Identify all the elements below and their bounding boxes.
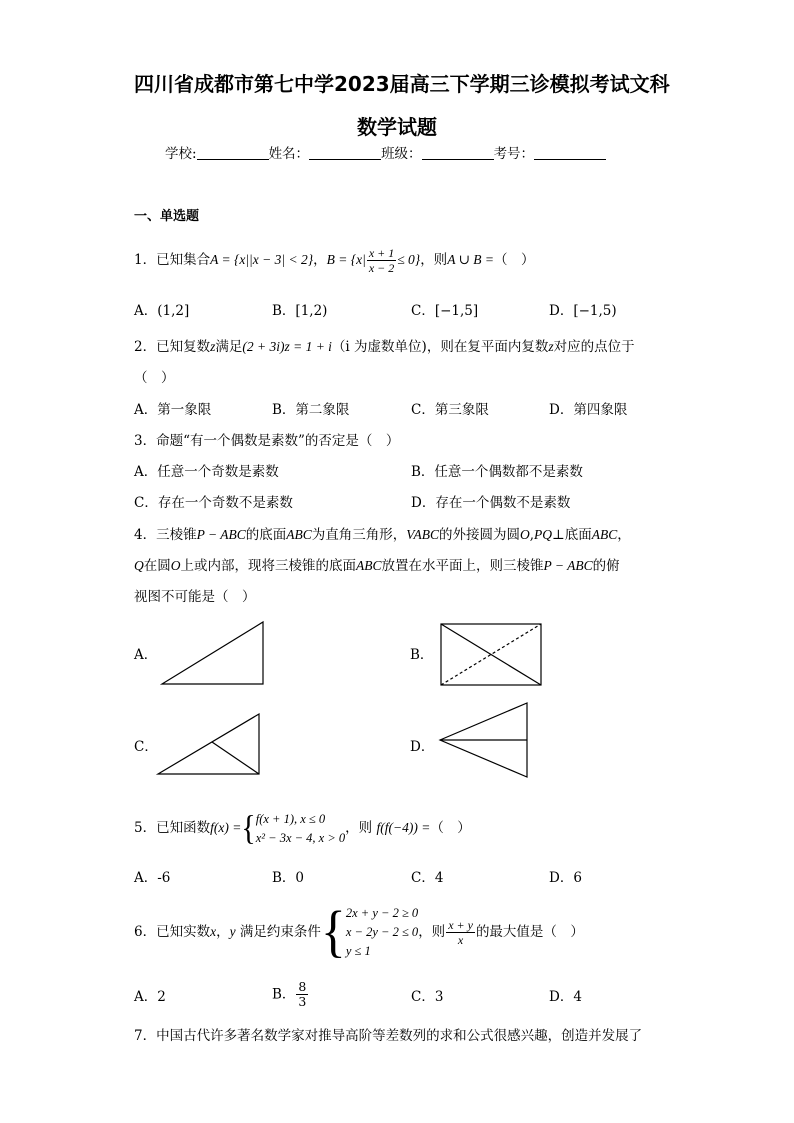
- q7-stem-line1: 7．中国古代许多著名数学家对推导高阶等差数列的求和公式很感兴趣，创造并发展了: [134, 1028, 643, 1044]
- q5-option-d[interactable]: D．6: [549, 870, 582, 886]
- q6-option-b[interactable]: B． $\frac{8}{3}$: [272, 979, 307, 1009]
- exam-no-label: 考号：: [493, 146, 535, 162]
- q6-option-d[interactable]: D．4: [549, 989, 582, 1005]
- q5-stem: 5．已知函数f(x) ={ f(x + 1), x ≤ 0 x² − 3x − 4, x > 0 ，则 f(f(−4)) =（ ）: [134, 808, 471, 847]
- section-heading: 一、单选题: [134, 209, 200, 224]
- q4-stem-line1: 4．三棱锥P − ABC的底面ABC为直角三角形，VABC的外接圆为圆O,PQ⊥底面ABC，: [134, 527, 631, 543]
- q3-option-c[interactable]: C．存在一个奇数不是素数: [134, 495, 293, 511]
- q4-option-c-label[interactable]: C．: [134, 739, 158, 755]
- q4-option-a-label[interactable]: A．: [134, 647, 158, 663]
- q4-figure-a: [162, 622, 263, 684]
- q1-set-b-left: B = {x|: [326, 252, 366, 267]
- q5-option-b[interactable]: B．0: [272, 870, 305, 886]
- q6-stem: 6．已知实数x，y 满足约束条件{ 2x + y − 2 ≥ 0 x − 2y − 2 ≤ 0 y ≤ 1 ，则 $\frac{x + y}{x}$ 的最大值是（ ）: [134, 900, 584, 964]
- q1-option-b[interactable]: B．[1,2): [272, 303, 328, 319]
- q4-figure-b: [441, 624, 541, 685]
- q2-option-a[interactable]: A．第一象限: [134, 402, 212, 418]
- q4-stem-line2: Q在圆O上或内部，现将三棱锥的底面ABC放置在水平面上，则三棱锥P − ABC的俯: [134, 558, 620, 574]
- q2-stem-line2: （ ）: [134, 370, 175, 386]
- q6-fraction: $\frac{x + y}{x}$: [448, 918, 473, 947]
- name-label: 姓名：: [268, 146, 310, 162]
- q2-stem-line1: 2．已知复数z满足(2 + 3i)z = 1 + i（i 为虚数单位)，则在复平面内复数z对应的点位于: [134, 339, 635, 355]
- q4-option-d-label[interactable]: D．: [410, 739, 435, 755]
- q1-fraction: $\frac{x + 1}{x - 2}$: [368, 246, 395, 275]
- q5-option-c[interactable]: C．4: [411, 870, 444, 886]
- q2-option-c[interactable]: C．第三象限: [411, 402, 489, 418]
- school-label: 学校:: [165, 146, 197, 162]
- q3-option-b[interactable]: B．任意一个偶数都不是素数: [411, 464, 583, 480]
- q4-stem-line3: 视图不可能是（ ）: [134, 589, 256, 605]
- q5-brace: {: [241, 808, 256, 847]
- q1-stem: 1．已知集合A = {x||x − 3| < 2}，B = {x| $\frac{x + 1}{x - 2}$ ≤ 0}，则A ∪ B =（ ）: [134, 246, 535, 275]
- q6-brace: {: [320, 900, 346, 964]
- q2-option-b[interactable]: B．第二象限: [272, 402, 350, 418]
- q1-set-a: A = {x||x − 3| < 2}: [210, 252, 314, 267]
- class-label: 班级：: [381, 146, 422, 162]
- q3-stem: 3．命题“有一个偶数是素数”的否定是（ ）: [134, 433, 400, 449]
- q4-figure-c: [158, 714, 259, 774]
- q1-option-c[interactable]: C．[−1,5]: [411, 303, 479, 319]
- q4-option-b-label[interactable]: B．: [410, 647, 434, 663]
- q5-cases: f(x + 1), x ≤ 0 x² − 3x − 4, x > 0: [255, 811, 346, 845]
- q3-option-a[interactable]: A．任意一个奇数是素数: [134, 464, 279, 480]
- exam-title-line2: 数学试题: [357, 115, 437, 139]
- q6-option-c[interactable]: C．3: [411, 989, 444, 1005]
- q1-option-a[interactable]: A．(1,2]: [134, 303, 190, 319]
- q6-constraints: 2x + y − 2 ≥ 0 x − 2y − 2 ≤ 0 y ≤ 1: [345, 906, 419, 958]
- exam-title-line1: 四川省成都市第七中学2023届高三下学期三诊模拟考试文科: [134, 72, 670, 96]
- q3-option-d[interactable]: D．存在一个偶数不是素数: [411, 495, 571, 511]
- q5-option-a[interactable]: A．-6: [134, 870, 171, 886]
- q4-figure-d: [440, 703, 527, 777]
- q6-option-a[interactable]: A．2: [134, 989, 166, 1005]
- q1-option-d[interactable]: D．[−1,5): [549, 303, 617, 319]
- q1-union: A ∪ B =: [447, 252, 494, 267]
- q1-set-b-right: ≤ 0}: [397, 252, 421, 267]
- q2-option-d[interactable]: D．第四象限: [549, 402, 628, 418]
